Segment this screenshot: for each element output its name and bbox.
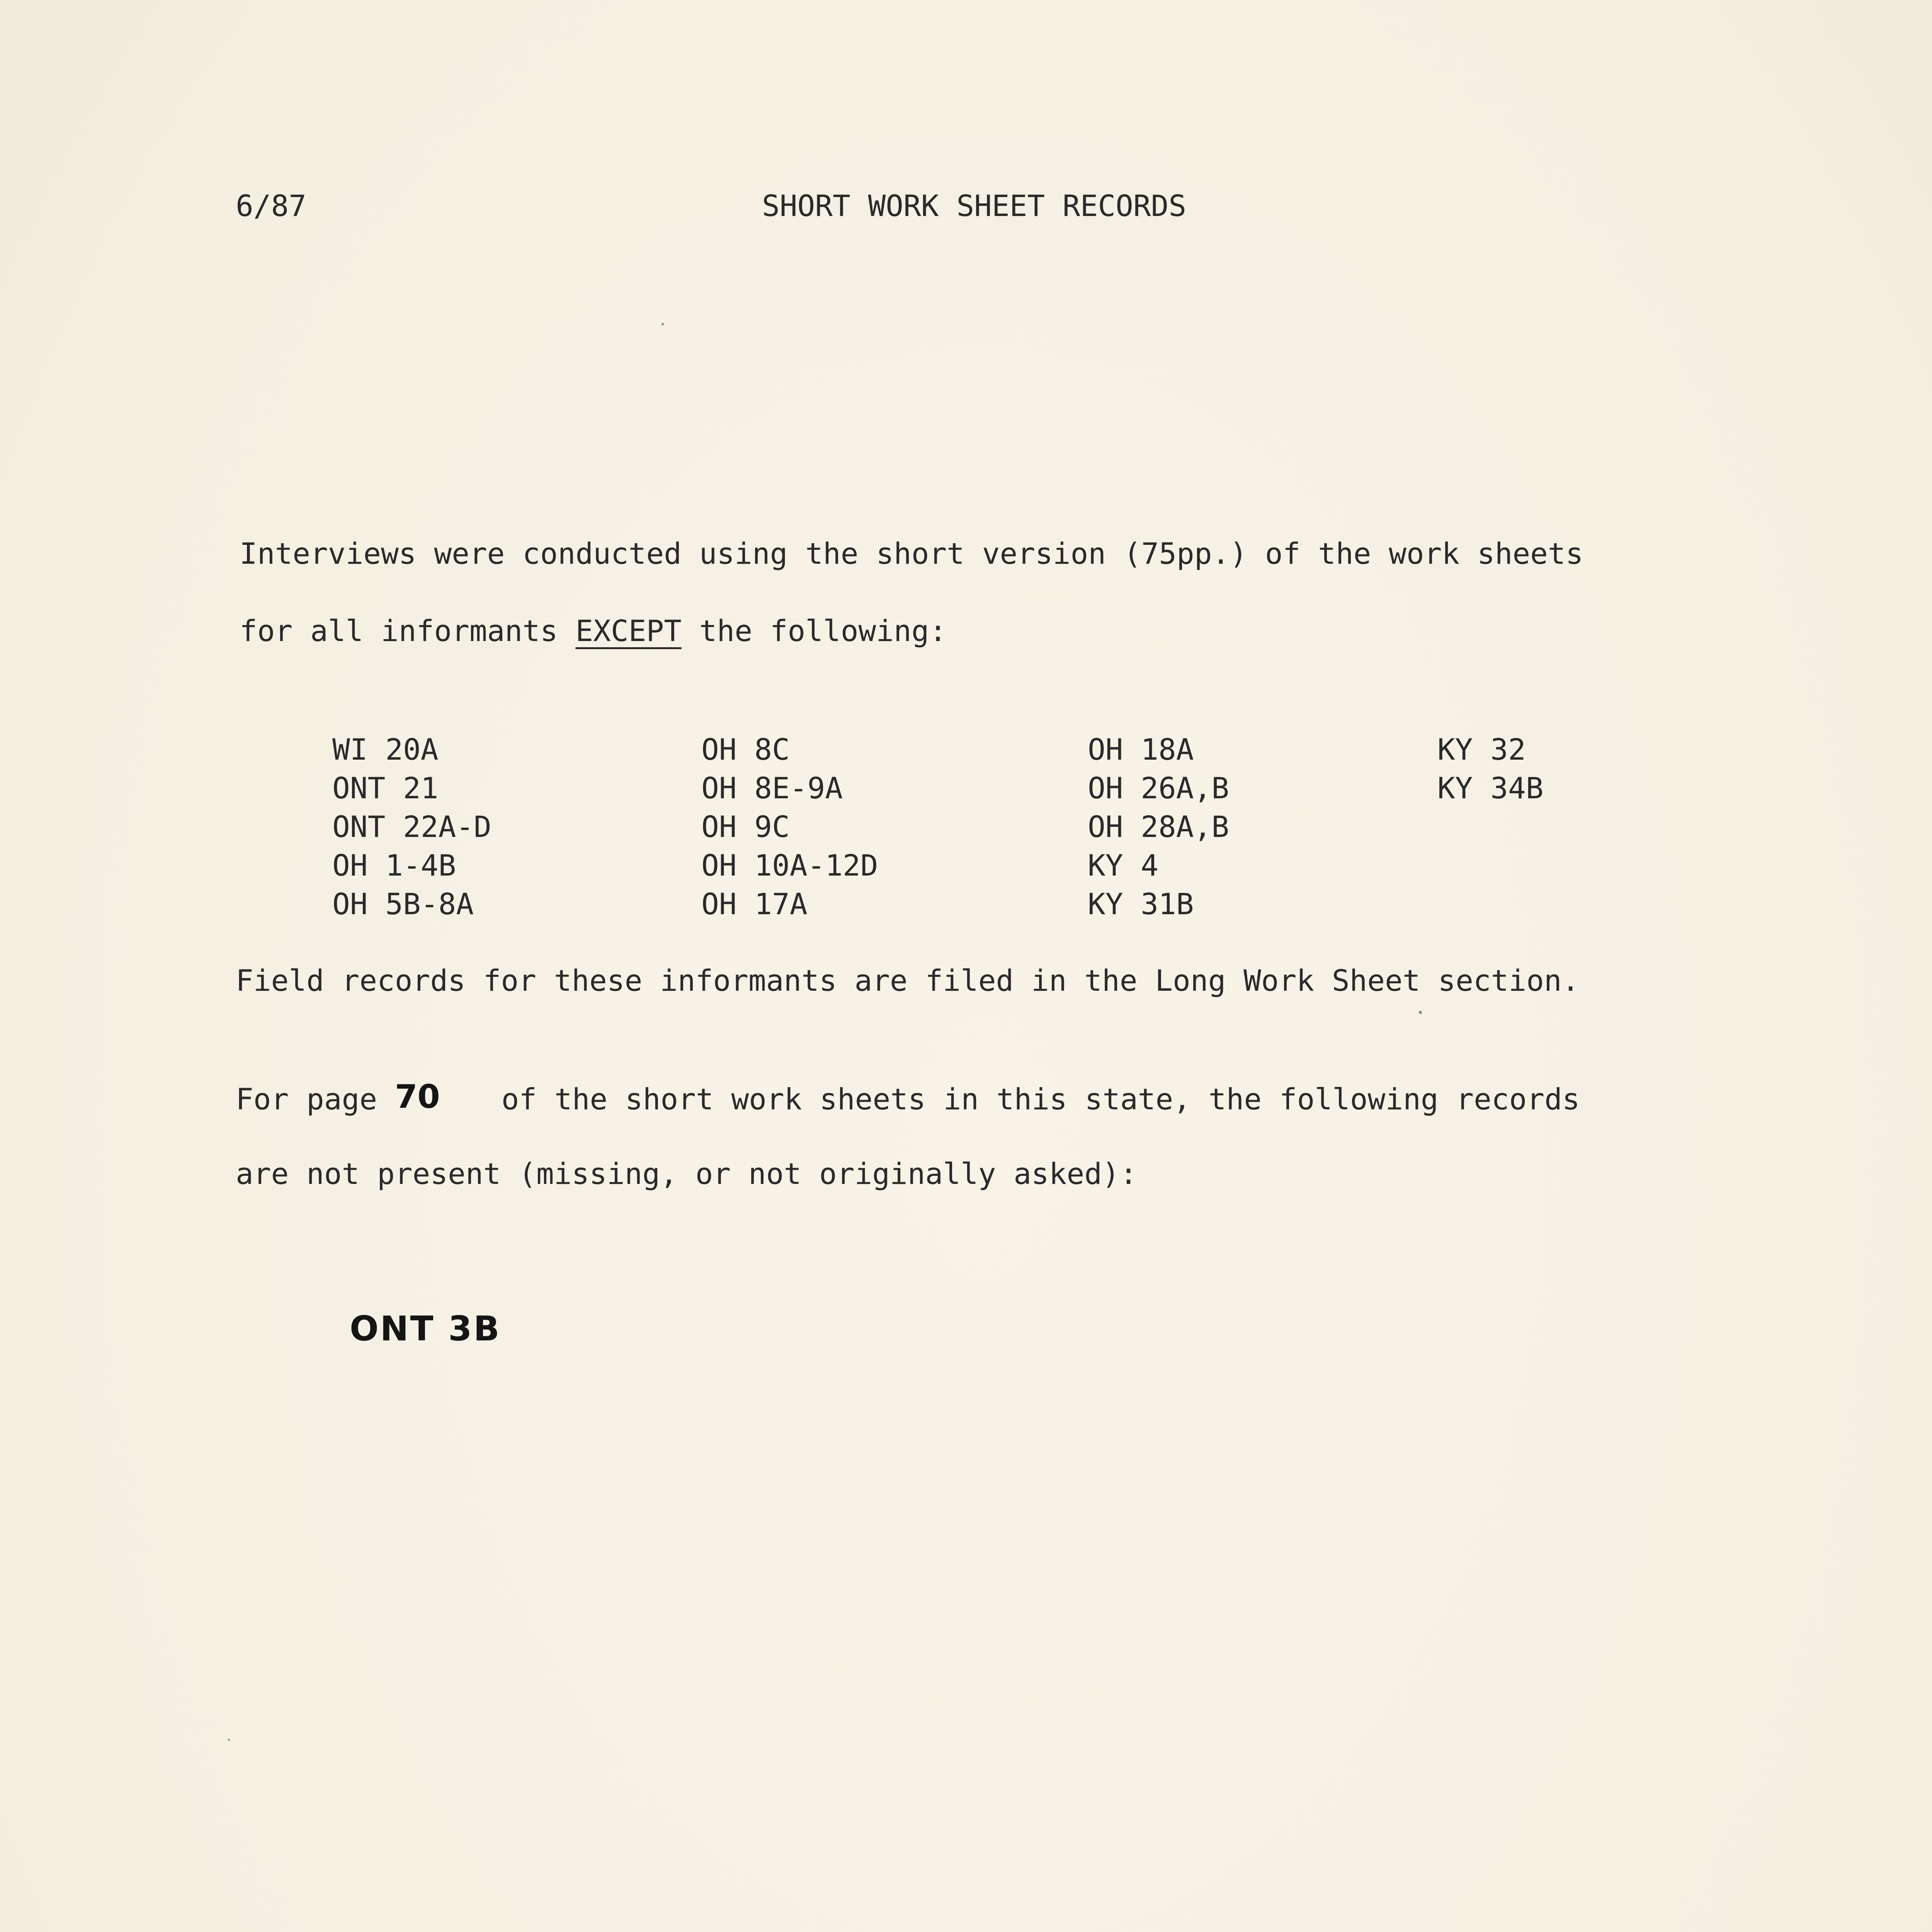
except-emphasis: EXCEPT xyxy=(575,614,682,648)
missing-line-1-prefix: For page xyxy=(236,1082,395,1116)
missing-line-1-suffix: of the short work sheets in this state, the following records xyxy=(483,1082,1580,1116)
informant-item: WI 20A xyxy=(332,732,439,767)
intro-line-2 xyxy=(240,616,947,646)
informant-item: OH 8E-9A xyxy=(701,771,843,805)
missing-line-2: are not present (missing, or not originally asked): xyxy=(236,1156,1138,1191)
informant-item: OH 9C xyxy=(701,810,790,844)
informant-column-2 xyxy=(701,730,878,923)
informant-item: OH 18A xyxy=(1088,732,1194,767)
document-date: 6/87 xyxy=(236,189,307,223)
handwritten-page-number: 70 xyxy=(395,1078,440,1116)
informant-item: OH 28A,B xyxy=(1088,810,1230,844)
informant-item: ONT 22A-D xyxy=(332,810,492,844)
field-records-note: Field records for these informants are filed in the Long Work Sheet section. xyxy=(236,963,1580,998)
paper-speck xyxy=(662,323,664,325)
informant-item: KY 34B xyxy=(1437,771,1544,805)
handwritten-missing-record: ONT 3B xyxy=(350,1309,501,1349)
missing-line-1 xyxy=(236,1078,1580,1116)
document-title: SHORT WORK SHEET RECORDS xyxy=(762,189,1187,223)
informant-item: OH 17A xyxy=(701,887,808,921)
informant-item: OH 5B-8A xyxy=(332,887,474,921)
informant-item: ONT 21 xyxy=(332,771,439,805)
informant-item: OH 10A-12D xyxy=(701,848,878,883)
informant-item: KY 32 xyxy=(1437,732,1526,767)
informant-column-1 xyxy=(332,730,492,923)
intro-line-1: Interviews were conducted using the short version (75pp.) of the work sheets xyxy=(240,536,1583,571)
informant-item: OH 8C xyxy=(701,732,790,767)
intro-line-2-suffix: the following: xyxy=(681,614,947,648)
informant-item: OH 1-4B xyxy=(332,848,456,883)
informant-item: OH 26A,B xyxy=(1088,771,1230,805)
informant-column-3 xyxy=(1088,730,1229,923)
informant-item: KY 31B xyxy=(1088,887,1194,921)
informant-item: KY 4 xyxy=(1088,848,1159,883)
informant-column-4 xyxy=(1437,730,1544,808)
paper-speck xyxy=(1419,1011,1422,1014)
intro-line-2-prefix: for all informants xyxy=(240,614,576,648)
paper-speck xyxy=(228,1739,230,1741)
